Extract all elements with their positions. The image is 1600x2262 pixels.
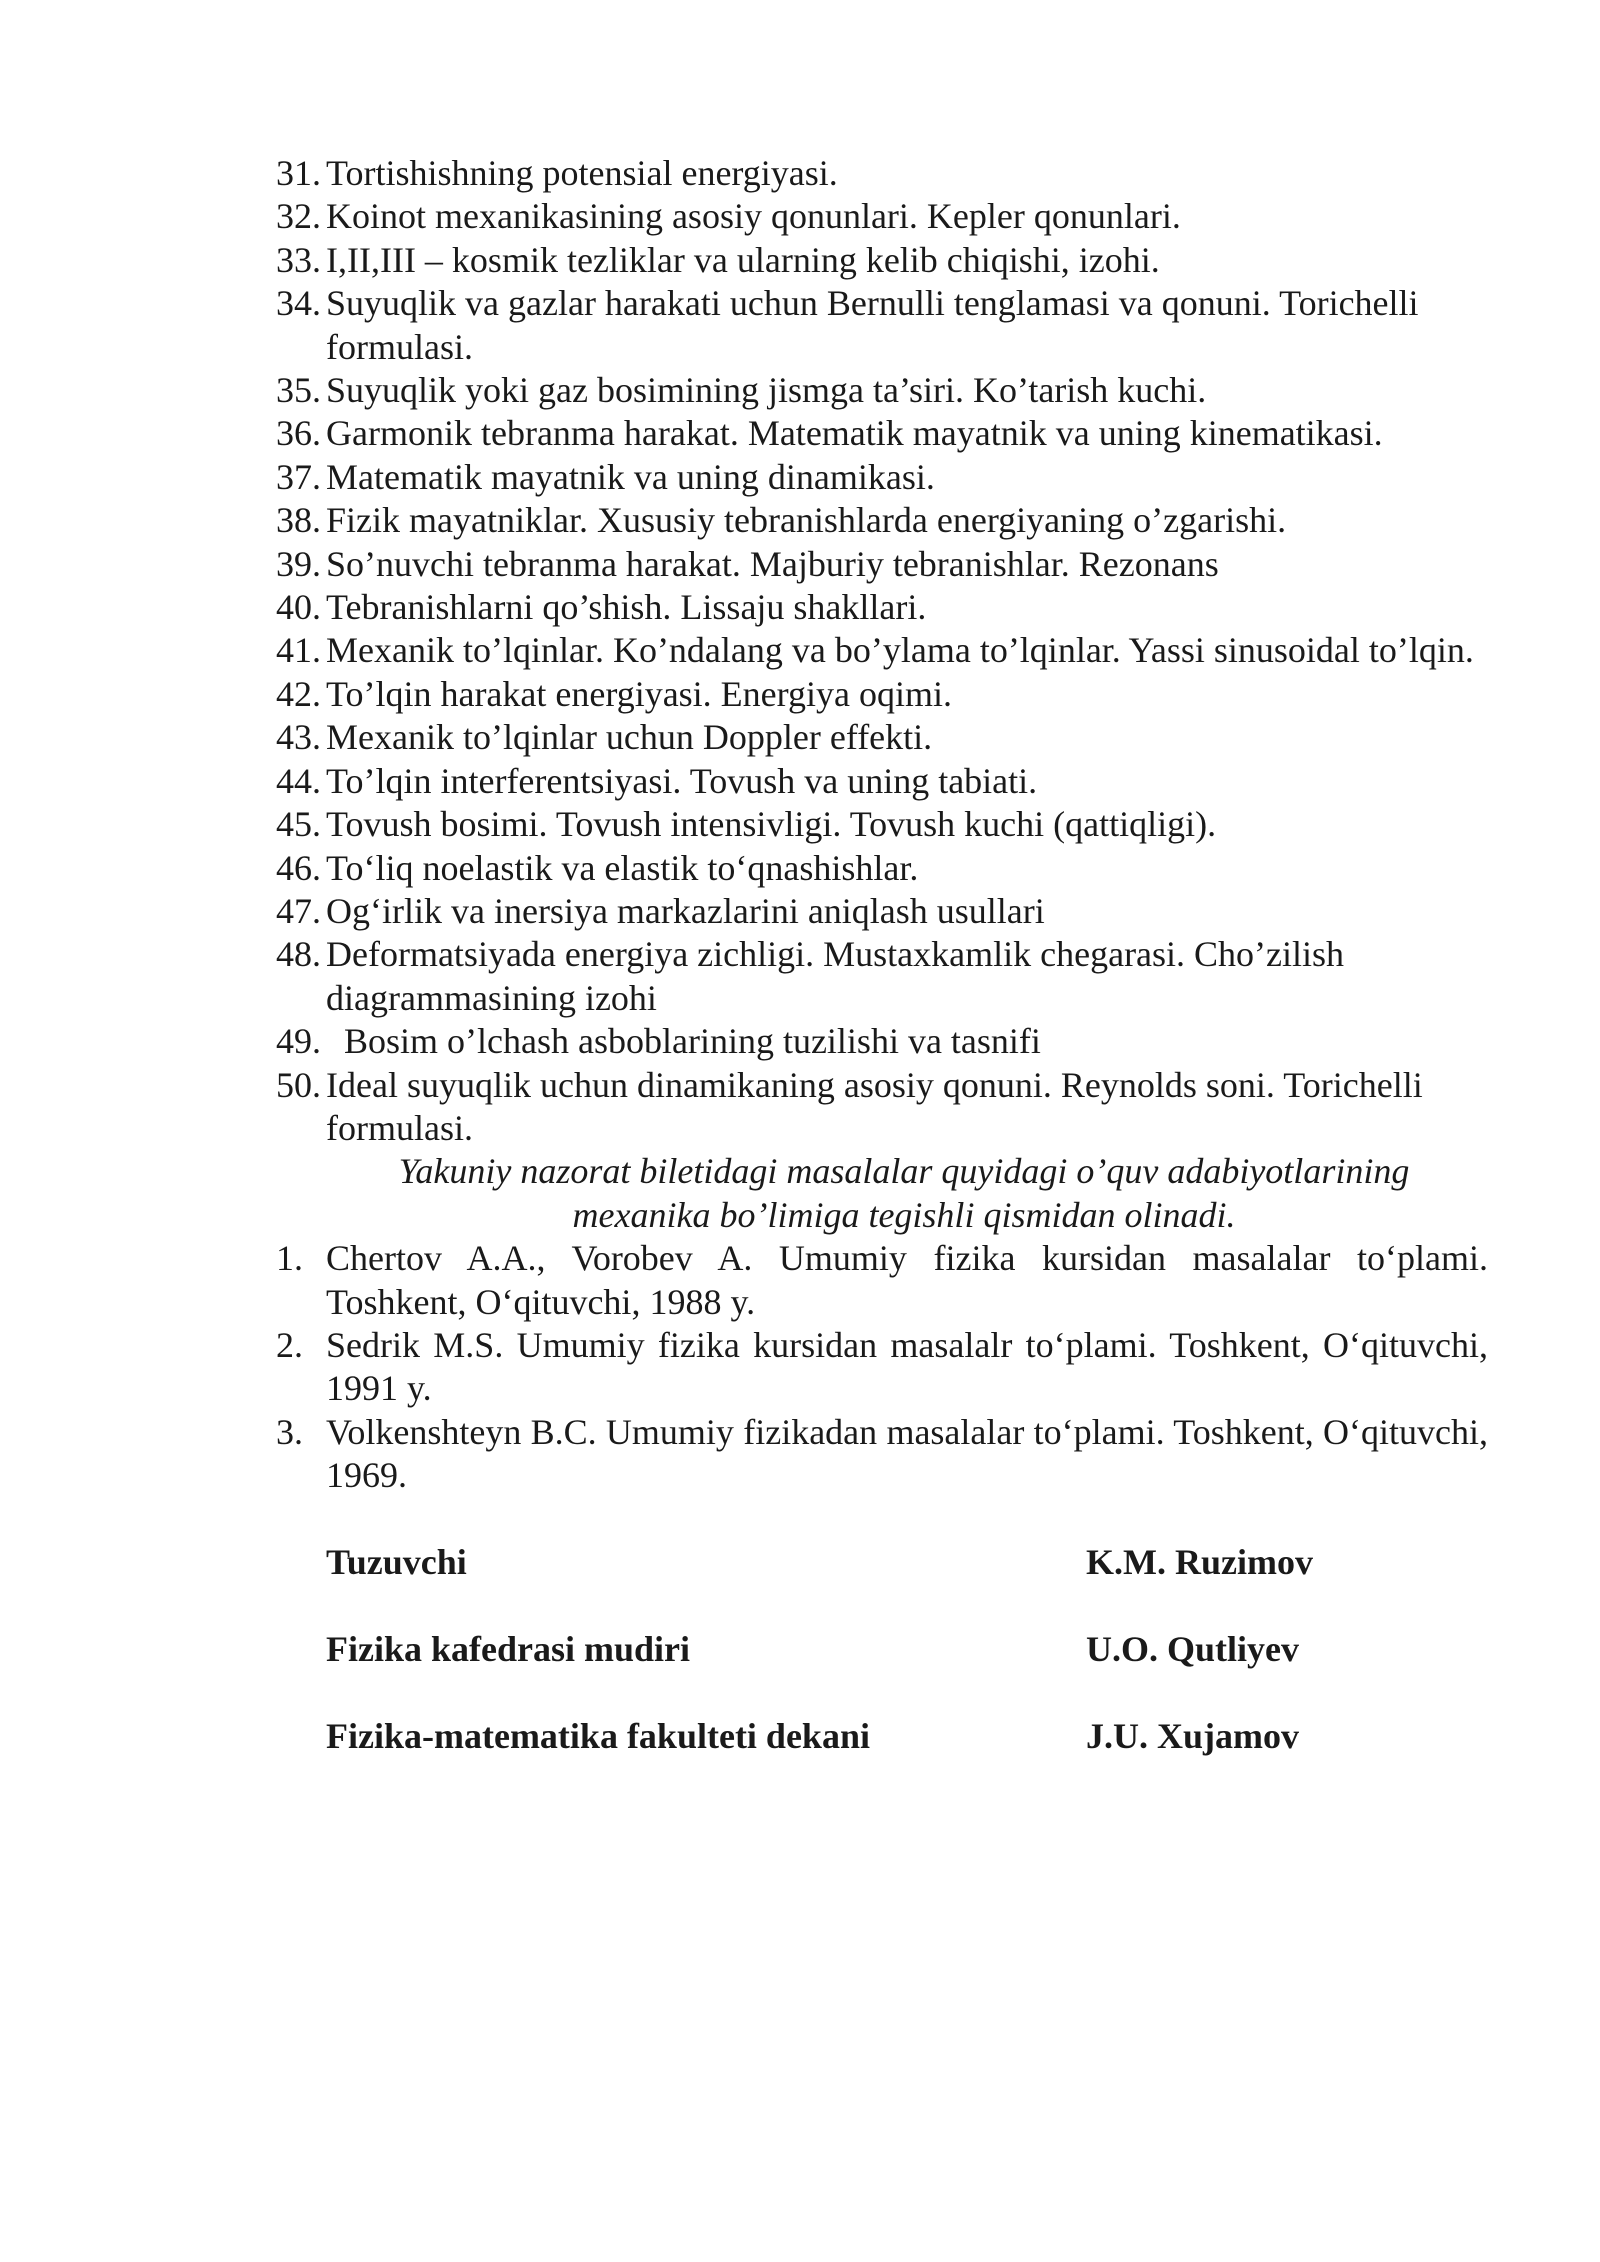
signature-row	[326, 1541, 1488, 1628]
question-number: 48.	[276, 934, 321, 975]
reference-text: Sedrik M.S. Umumiy fizika kursidan masalalr to‘plami. Toshkent, O‘qituvchi, 1991 y.	[326, 1324, 1488, 1409]
question-text: Ideal suyuqlik uchun dinamikaning asosiy qonuni. Reynolds soni. Torichelli formulasi.	[326, 1064, 1423, 1148]
question-item	[276, 195, 1488, 238]
signature-name: J.U. Xujamov	[1086, 1715, 1299, 1756]
references-list	[276, 1237, 1488, 1497]
signature-role: Fizika kafedrasi mudiri	[326, 1628, 691, 1669]
signature-role: Fizika-matematika fakulteti dekani	[326, 1715, 870, 1756]
question-text: Garmonik tebranma harakat. Matematik mayatnik va uning kinematikasi.	[326, 413, 1383, 454]
signature-name: U.O. Qutliyev	[1086, 1628, 1299, 1669]
question-number: 49.	[276, 1021, 321, 1062]
reference-item	[276, 1411, 1488, 1498]
question-item	[276, 239, 1488, 282]
question-item	[276, 673, 1488, 716]
question-number: 47.	[276, 890, 321, 931]
question-text: To‘liq noelastik va elastik to‘qnashishlar.	[326, 847, 919, 888]
question-number: 36.	[276, 413, 321, 454]
signature-row	[326, 1715, 1488, 1802]
question-text: Tebranishlarni qo’shish. Lissaju shakllari.	[326, 587, 927, 628]
question-item	[276, 1064, 1488, 1151]
question-item	[276, 1020, 1488, 1063]
question-number: 44.	[276, 760, 321, 801]
question-number: 38.	[276, 500, 321, 541]
question-text: Tortishishning potensial energiyasi.	[326, 153, 838, 193]
question-item	[276, 152, 1488, 195]
signatures-block	[276, 1541, 1488, 1802]
question-item	[276, 803, 1488, 846]
reference-number: 1.	[276, 1238, 303, 1279]
question-number: 32.	[276, 196, 321, 237]
question-text: To’lqin interferentsiyasi. Tovush va uning tabiati.	[326, 760, 1038, 801]
question-text: Mexanik to’lqinlar uchun Doppler effekti.	[326, 717, 933, 758]
question-item	[276, 499, 1488, 542]
question-item	[276, 933, 1488, 1020]
question-text: To’lqin harakat energiyasi. Energiya oqimi.	[326, 673, 952, 714]
question-item	[276, 586, 1488, 629]
question-text: Fizik mayatniklar. Xususiy tebranishlarda energiyaning o’zgarishi.	[326, 500, 1287, 541]
question-item	[276, 543, 1488, 586]
question-number: 46.	[276, 847, 321, 888]
question-item	[276, 456, 1488, 499]
question-number: 39.	[276, 543, 321, 584]
question-text: Matematik mayatnik va uning dinamikasi.	[326, 456, 935, 497]
literature-note-line: mexanika bo’limiga tegishli qismidan olinadi.	[572, 1194, 1236, 1235]
page-content	[276, 152, 1488, 1802]
question-text: Koinot mexanikasining asosiy qonunlari. Kepler qonunlari.	[326, 196, 1181, 237]
question-item	[276, 629, 1488, 672]
question-text: I,II,III – kosmik tezliklar va ularning kelib chiqishi, izohi.	[326, 239, 1160, 280]
question-number: 37.	[276, 456, 321, 497]
question-number: 41.	[276, 630, 321, 671]
literature-note	[276, 1150, 1488, 1237]
question-item	[276, 847, 1488, 890]
question-text: Suyuqlik yoki gaz bosimining jismga ta’siri. Ko’tarish kuchi.	[326, 370, 1207, 411]
reference-number: 2.	[276, 1324, 303, 1365]
signature-name: K.M. Ruzimov	[1086, 1541, 1313, 1582]
question-number: 50.	[276, 1064, 321, 1105]
question-text: Og‘irlik va inersiya markazlarini aniqlash usullari	[326, 890, 1045, 931]
question-number: 34.	[276, 283, 321, 324]
question-number: 45.	[276, 804, 321, 845]
question-text: Deformatsiyada energiya zichligi. Mustaxkamlik chegarasi. Cho’zilish diagrammasining izohi	[326, 934, 1345, 1018]
reference-item	[276, 1324, 1488, 1411]
signature-row	[326, 1628, 1488, 1715]
question-number: 42.	[276, 673, 321, 714]
question-item	[276, 890, 1488, 933]
question-number: 40.	[276, 587, 321, 628]
question-item	[276, 716, 1488, 759]
question-text: So’nuvchi tebranma harakat. Majburiy tebranishlar. Rezonans	[326, 543, 1219, 584]
question-number: 43.	[276, 717, 321, 758]
literature-note-line: Yakuniy nazorat biletidagi masalalar quyidagi o’quv adabiyotlarining	[398, 1151, 1410, 1192]
question-item	[276, 282, 1488, 369]
question-item	[276, 412, 1488, 455]
question-text: Mexanik to’lqinlar. Ko’ndalang va bo’ylama to’lqinlar. Yassi sinusoidal to’lqin.	[326, 630, 1474, 671]
question-item	[276, 369, 1488, 412]
question-number: 35.	[276, 370, 321, 411]
reference-item	[276, 1237, 1488, 1324]
question-text: Suyuqlik va gazlar harakati uchun Bernulli tenglamasi va qonuni. Torichelli formulasi.	[326, 283, 1419, 367]
signature-role: Tuzuvchi	[326, 1541, 467, 1582]
exam-questions-list	[276, 152, 1488, 1150]
reference-text: Volkenshteyn B.C. Umumiy fizikadan masalalar to‘plami. Toshkent, O‘qituvchi, 1969.	[326, 1411, 1488, 1496]
reference-number: 3.	[276, 1411, 303, 1452]
question-text: Tovush bosimi. Tovush intensivligi. Tovush kuchi (qattiqligi).	[326, 804, 1217, 845]
question-item	[276, 760, 1488, 803]
reference-text: Chertov A.A., Vorobev A. Umumiy fizika kursidan masalalar to‘plami. Toshkent, O‘qituvchi, 1988 y.	[326, 1238, 1488, 1322]
question-text: Bosim o’lchash asboblarining tuzilishi va tasnifi	[326, 1021, 1041, 1062]
question-number: 33.	[276, 239, 321, 280]
question-number: 31.	[276, 153, 321, 193]
